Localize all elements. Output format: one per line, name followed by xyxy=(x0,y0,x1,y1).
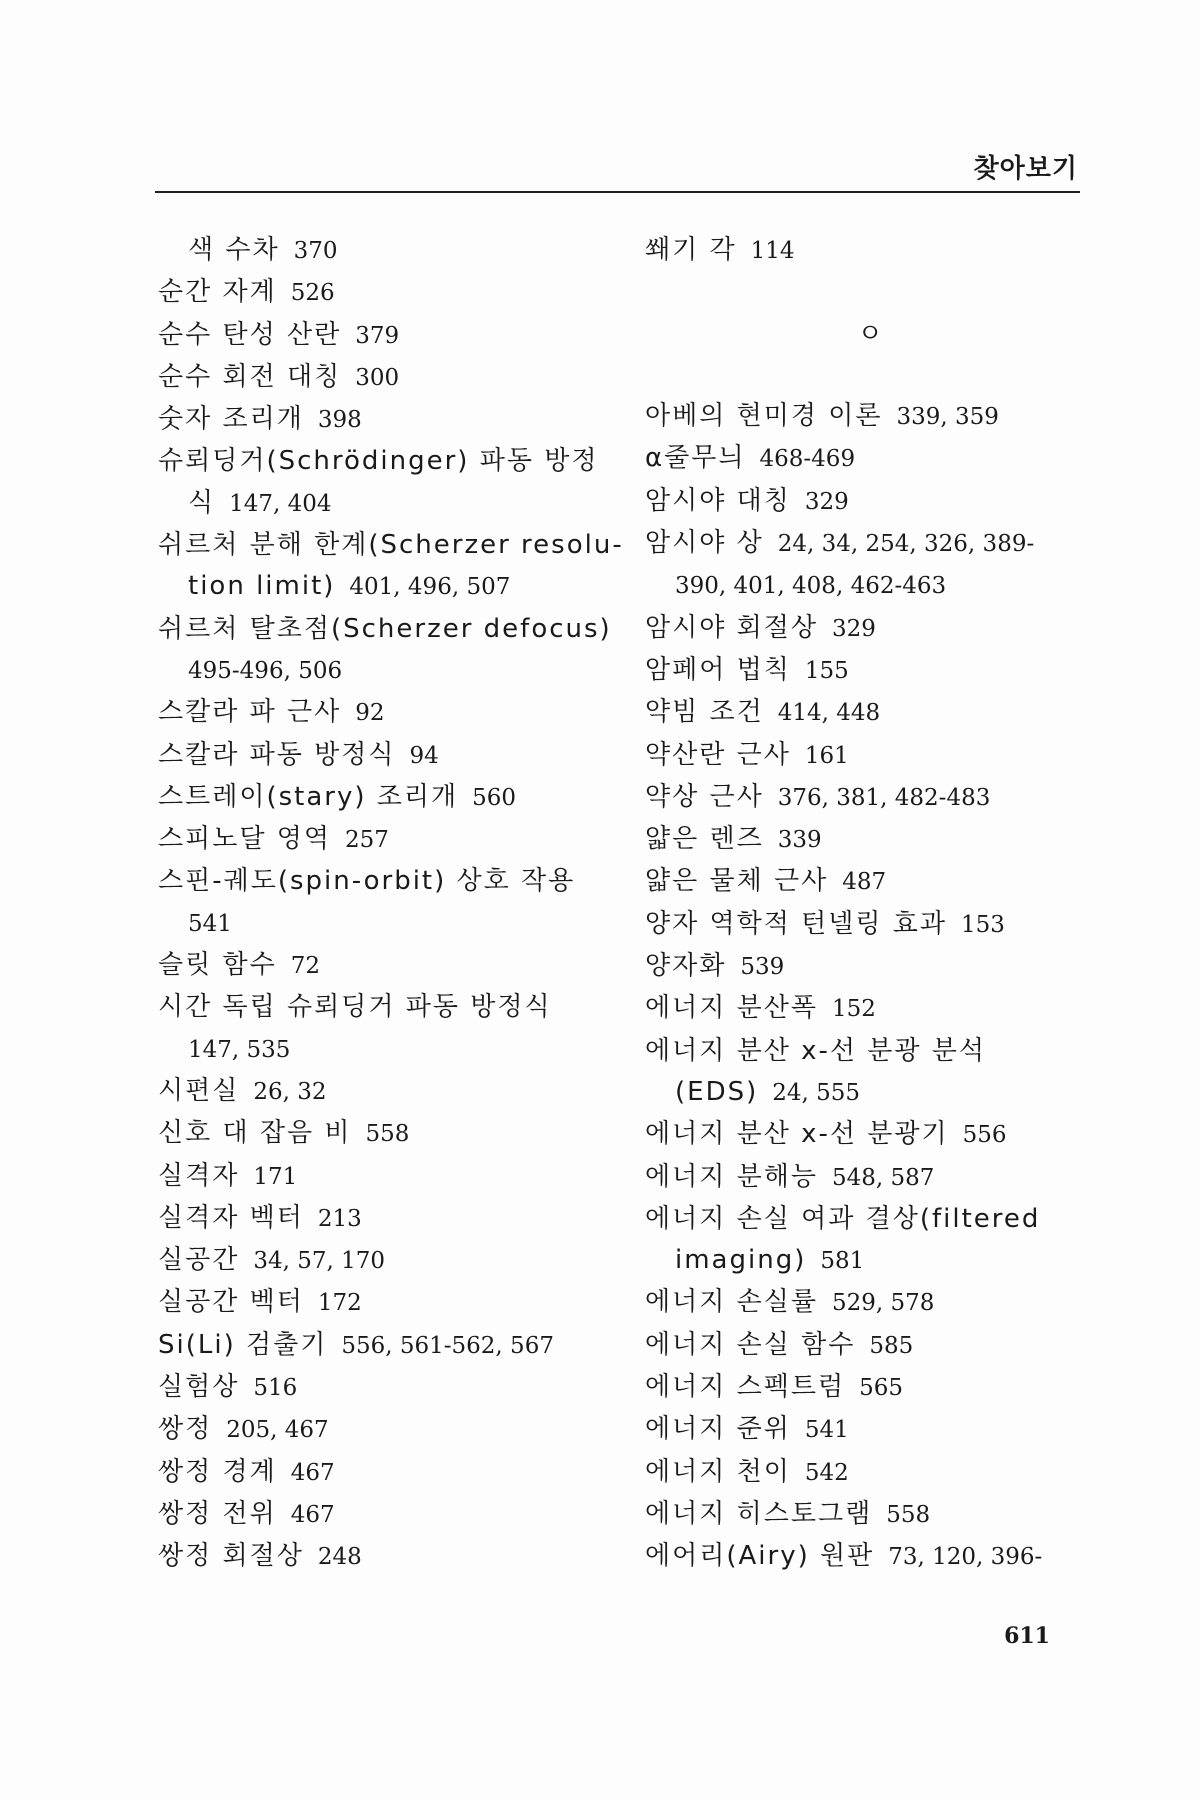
index-page-refs: 171 xyxy=(253,1163,298,1190)
index-entry xyxy=(158,357,608,399)
index-column-right xyxy=(645,230,1095,1579)
index-page-refs: 172 xyxy=(317,1290,362,1317)
running-header-title: 찾아보기 xyxy=(973,154,1078,184)
index-page-refs: 556, 561-562, 567 xyxy=(341,1332,554,1359)
index-page-refs: 161 xyxy=(804,742,849,769)
index-entry xyxy=(645,481,1095,523)
index-term: 시편실 xyxy=(158,1075,240,1106)
index-term: 아베의 현미경 이론 xyxy=(645,401,883,432)
index-entry xyxy=(645,650,1095,692)
index-page-refs: 541 xyxy=(188,910,232,937)
index-term: 쌍정 xyxy=(158,1414,213,1445)
index-entry xyxy=(645,861,1095,903)
index-term: 쌍정 회절상 xyxy=(158,1541,304,1572)
index-term: 암시야 대칭 xyxy=(645,485,791,516)
index-term: 에어리(Airy) 원판 xyxy=(645,1541,875,1572)
index-page-refs: 26, 32 xyxy=(253,1078,327,1105)
index-page-refs: 565 xyxy=(859,1375,903,1402)
index-entry xyxy=(158,1536,608,1578)
index-entry xyxy=(158,399,608,441)
index-entry-continuation xyxy=(158,483,608,525)
index-entry xyxy=(645,1282,1095,1324)
index-page-refs: 539 xyxy=(740,954,785,981)
index-term: 얇은 렌즈 xyxy=(645,824,764,855)
index-page-refs: 329 xyxy=(804,488,849,515)
index-term: 실격자 xyxy=(158,1160,240,1191)
index-term: 얇은 물체 근사 xyxy=(645,866,829,897)
index-page-refs: 257 xyxy=(344,827,389,854)
index-term: 실공간 벡터 xyxy=(158,1287,304,1318)
index-term: 에너지 천이 xyxy=(645,1456,791,1487)
index-term: 쉬르처 분해 한계(Scherzer resolu- xyxy=(158,530,624,561)
index-page-refs: 585 xyxy=(869,1332,914,1359)
index-entry-continuation xyxy=(158,566,608,608)
index-page-refs: 152 xyxy=(831,996,876,1023)
index-entry xyxy=(158,1367,608,1409)
index-term: 에너지 손실 함수 xyxy=(645,1329,856,1360)
index-page-refs: 558 xyxy=(365,1121,410,1148)
index-entry xyxy=(645,1325,1095,1367)
index-term: α줄무늬 xyxy=(645,443,746,474)
index-entry-continuation xyxy=(158,230,608,272)
index-page-refs: 529, 578 xyxy=(831,1290,935,1317)
index-term: 약상 근사 xyxy=(645,781,764,812)
index-entry xyxy=(645,1114,1095,1156)
index-page-refs: 542 xyxy=(804,1459,849,1486)
index-term: 쐐기 각 xyxy=(645,235,737,265)
index-term: 순수 회전 대칭 xyxy=(158,361,342,392)
index-page-refs: 468-469 xyxy=(759,446,856,473)
index-entry xyxy=(158,272,608,314)
index-term: 에너지 히스토그램 xyxy=(645,1498,873,1529)
index-page-refs: 24, 555 xyxy=(772,1079,861,1106)
index-page-refs: 398 xyxy=(317,407,362,434)
index-entry xyxy=(645,988,1095,1030)
index-page-refs: 556 xyxy=(962,1122,1007,1149)
index-term: tion limit) xyxy=(188,571,336,602)
index-page-refs: 34, 57, 170 xyxy=(253,1248,386,1275)
index-entry xyxy=(158,441,608,482)
index-term: 에너지 분산폭 xyxy=(645,993,818,1024)
index-term: 암페어 법칙 xyxy=(645,654,791,685)
index-page-refs: 495-496, 506 xyxy=(188,657,343,684)
index-entry xyxy=(158,777,608,819)
index-term: 양자화 xyxy=(645,951,727,982)
index-page-refs: 94 xyxy=(409,742,439,769)
index-term: 스칼라 파동 방정식 xyxy=(158,739,396,770)
index-term: 에너지 준위 xyxy=(645,1414,791,1445)
index-page-refs: 390, 401, 408, 462-463 xyxy=(675,573,947,600)
index-column-left xyxy=(158,230,624,1579)
index-term: 에너지 스펙트럼 xyxy=(645,1372,846,1403)
index-term: Si(Li) 검출기 xyxy=(158,1329,328,1360)
index-entry xyxy=(158,1156,608,1198)
index-entry xyxy=(158,819,608,861)
index-entry-continuation xyxy=(645,1240,1095,1282)
index-page-refs: 329 xyxy=(831,615,876,642)
index-term: 스피노달 영역 xyxy=(158,824,331,855)
index-term: 숫자 조리개 xyxy=(158,404,304,435)
index-page-refs: 581 xyxy=(820,1248,865,1275)
index-entry xyxy=(645,777,1095,819)
index-term: 쌍정 경계 xyxy=(158,1456,277,1487)
index-page-refs: 516 xyxy=(253,1375,298,1402)
index-term: imaging) xyxy=(675,1245,807,1276)
index-entry xyxy=(158,1282,608,1324)
index-entry xyxy=(645,946,1095,988)
index-term: 에너지 손실 여과 결상(filtered xyxy=(645,1203,1041,1234)
index-entry xyxy=(645,438,1095,480)
index-page-refs: 72 xyxy=(290,953,321,980)
index-page-refs: 487 xyxy=(842,869,887,896)
index-entry-continuation xyxy=(645,1072,1095,1114)
index-entry xyxy=(645,1199,1095,1240)
index-page-refs: 541 xyxy=(804,1417,849,1444)
index-term: 슈뢰딩거(Schrödinger) 파동 방정 xyxy=(158,446,599,477)
index-page-refs: 376, 381, 482-483 xyxy=(777,784,991,811)
index-entry xyxy=(158,735,608,777)
index-entry xyxy=(158,987,608,1028)
index-term: 에너지 손실률 xyxy=(645,1287,818,1318)
index-term: 쉬르처 탈초점(Scherzer defocus) xyxy=(158,613,612,644)
index-term: 실격자 벡터 xyxy=(158,1202,304,1233)
index-page-refs: 526 xyxy=(290,280,335,307)
index-entry xyxy=(158,525,624,566)
index-page-refs: 24, 34, 254, 326, 389- xyxy=(777,531,1035,558)
index-entry xyxy=(158,1240,608,1282)
index-term: 스칼라 파 근사 xyxy=(158,697,342,728)
index-term: 약빔 조건 xyxy=(645,697,764,728)
index-entry xyxy=(158,1198,608,1240)
index-page-refs: 548, 587 xyxy=(831,1164,935,1191)
index-entry xyxy=(158,1409,608,1451)
index-page-refs: 153 xyxy=(960,911,1005,938)
index-entry xyxy=(158,861,608,902)
index-entry xyxy=(645,1409,1095,1451)
index-entry-continuation xyxy=(645,565,1095,607)
index-term: 신호 대 잡음 비 xyxy=(158,1118,352,1149)
index-entry xyxy=(645,523,1095,565)
index-entry xyxy=(158,1113,608,1155)
index-page-refs: 155 xyxy=(804,657,849,684)
index-page-refs: 339, 359 xyxy=(896,404,999,431)
index-spacer xyxy=(645,355,1095,396)
index-entry-continuation xyxy=(158,903,608,945)
index-entry xyxy=(645,904,1095,946)
index-entry xyxy=(645,1157,1095,1199)
index-term: 식 xyxy=(188,487,216,518)
index-entry-continuation xyxy=(158,650,608,692)
index-entry xyxy=(158,609,612,650)
index-page-refs: 467 xyxy=(290,1501,335,1528)
index-page-refs: 73, 120, 396- xyxy=(888,1544,1043,1571)
index-entry xyxy=(645,735,1095,777)
index-term: 에너지 분산 x-선 분광 분석 xyxy=(645,1035,986,1066)
index-entry xyxy=(645,1536,1095,1578)
index-entry xyxy=(645,608,1095,650)
index-page-refs: 300 xyxy=(355,364,400,391)
index-term: 양자 역학적 턴넬링 효과 xyxy=(645,908,947,939)
index-entry xyxy=(158,1071,608,1113)
index-term: 실공간 xyxy=(158,1245,240,1276)
index-entry xyxy=(158,315,608,357)
index-page-refs: 339 xyxy=(777,827,822,854)
index-term: 순수 탄성 산란 xyxy=(158,319,342,350)
index-entry xyxy=(645,1367,1095,1409)
index-term: 스트레이(stary) 조리개 xyxy=(158,781,459,812)
header-rule xyxy=(155,191,1080,193)
index-page-refs: 379 xyxy=(355,322,400,349)
index-page-refs: 248 xyxy=(317,1544,362,1571)
index-page-refs: 467 xyxy=(290,1459,335,1486)
index-term: (EDS) xyxy=(675,1076,759,1107)
index-entry xyxy=(158,1494,608,1536)
index-entry xyxy=(158,945,608,987)
index-entry-continuation xyxy=(158,1029,608,1071)
index-term: 암시야 상 xyxy=(645,528,764,559)
page-number: 611 xyxy=(1004,1623,1050,1649)
index-term: 에너지 분산 x-선 분광기 xyxy=(645,1119,949,1150)
index-entry xyxy=(158,1325,608,1367)
index-page-refs: 560 xyxy=(472,784,517,811)
index-term: 실험상 xyxy=(158,1372,240,1403)
index-entry xyxy=(645,1452,1095,1494)
index-term: 시간 독립 슈뢰딩거 파동 방정식 xyxy=(158,992,552,1023)
index-entry xyxy=(645,692,1095,734)
index-page-refs: 414, 448 xyxy=(777,700,881,727)
index-entry xyxy=(158,1452,608,1494)
index-page-refs: 147, 535 xyxy=(188,1036,291,1063)
index-page-refs: 370 xyxy=(293,238,338,264)
index-term: 순간 자계 xyxy=(158,277,277,308)
index-page-refs: 92 xyxy=(355,700,385,727)
index-entry xyxy=(645,230,1095,272)
index-entry xyxy=(645,396,1095,438)
index-entry xyxy=(158,692,608,734)
index-page-refs: 147, 404 xyxy=(229,490,332,517)
index-entry xyxy=(645,819,1095,861)
index-page-refs: 205, 467 xyxy=(226,1417,329,1444)
index-page-refs: 401, 496, 507 xyxy=(349,574,511,601)
index-page-refs: 558 xyxy=(886,1501,931,1528)
index-term: 에너지 분해능 xyxy=(645,1161,818,1192)
index-term: 슬릿 함수 xyxy=(158,950,277,981)
index-page-refs: 114 xyxy=(750,238,795,264)
index-entry xyxy=(645,1031,1095,1072)
index-term: 약산란 근사 xyxy=(645,739,791,770)
index-section-heading: ㅇ xyxy=(857,318,883,349)
index-term: 스핀-궤도(spin-orbit) 상호 작용 xyxy=(158,866,576,897)
index-term: 암시야 회절상 xyxy=(645,612,818,643)
index-page-refs: 213 xyxy=(317,1205,362,1232)
index-entry xyxy=(645,1494,1095,1536)
index-spacer xyxy=(645,272,1095,313)
index-term: 색 수차 xyxy=(188,235,280,265)
index-term: 쌍정 전위 xyxy=(158,1498,277,1529)
